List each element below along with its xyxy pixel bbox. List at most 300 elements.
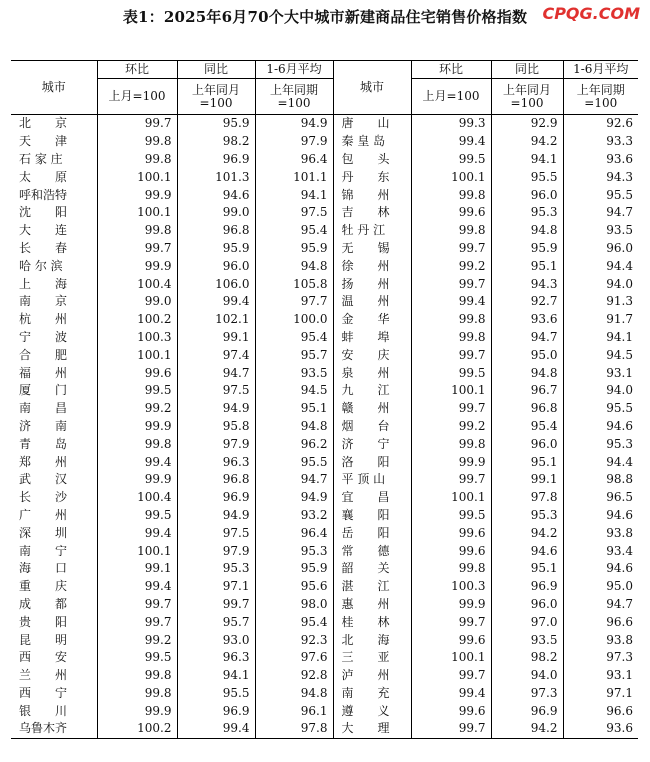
- left-avg-cell: 92.8: [255, 667, 333, 685]
- table-row: [11, 222, 638, 240]
- left-city-cell: 郑 州: [19, 454, 68, 469]
- table-row: [11, 115, 638, 133]
- left-hb-cell: 99.8: [97, 133, 177, 151]
- right-hb-cell: 99.7: [411, 720, 491, 738]
- right-avg-cell: 96.6: [563, 613, 638, 631]
- right-city-cell: 唐 山: [333, 115, 411, 133]
- left-avg-cell: 95.9: [255, 240, 333, 258]
- right-tb-cell: 92.7: [491, 293, 563, 311]
- right-avg-cell: 93.6: [563, 151, 638, 169]
- right-city-cell: 泉 州: [333, 364, 411, 382]
- right-hb-cell: 99.7: [411, 613, 491, 631]
- left-hb-cell: 99.4: [97, 578, 177, 596]
- left-hb-cell: 99.5: [97, 649, 177, 667]
- left-hb-cell: 99.5: [97, 507, 177, 525]
- left-city-cell: 乌鲁木齐: [11, 720, 97, 738]
- left-hb-cell: 99.6: [97, 364, 177, 382]
- right-tb-cell: 95.1: [491, 257, 563, 275]
- right-avg-cell: 95.5: [563, 400, 638, 418]
- header-hb-base-right: 上月=100: [411, 79, 491, 115]
- left-avg-cell: 92.3: [255, 631, 333, 649]
- right-hb-cell: 99.2: [411, 257, 491, 275]
- right-city-cell: 大 理: [333, 720, 411, 738]
- right-city-cell: 三 亚: [333, 649, 411, 667]
- right-avg-cell: 96.6: [563, 702, 638, 720]
- table-row: [11, 418, 638, 436]
- right-avg-cell: 94.6: [563, 560, 638, 578]
- right-hb-cell: 100.3: [411, 578, 491, 596]
- right-hb-cell: 99.9: [411, 453, 491, 471]
- right-tb-cell: 97.3: [491, 685, 563, 703]
- header-tb-base-left: 上年同月 =100: [177, 79, 255, 115]
- right-tb-cell: 94.7: [491, 329, 563, 347]
- header-hb-left: 环比: [97, 61, 177, 79]
- left-tb-cell: 96.9: [177, 702, 255, 720]
- left-tb-cell: 97.5: [177, 524, 255, 542]
- left-avg-cell: 94.9: [255, 489, 333, 507]
- table-row: [11, 400, 638, 418]
- left-hb-cell: 100.1: [97, 168, 177, 186]
- right-tb-cell: 94.0: [491, 667, 563, 685]
- right-avg-cell: 91.7: [563, 311, 638, 329]
- right-avg-cell: 95.5: [563, 186, 638, 204]
- right-tb-cell: 97.0: [491, 613, 563, 631]
- table-row: [11, 542, 638, 560]
- right-tb-cell: 94.8: [491, 364, 563, 382]
- right-tb-cell: 93.5: [491, 631, 563, 649]
- left-tb-cell: 98.2: [177, 133, 255, 151]
- left-hb-cell: 99.2: [97, 631, 177, 649]
- left-hb-cell: 99.4: [97, 524, 177, 542]
- left-city-cell: 西 安: [19, 650, 68, 665]
- table-row: [11, 257, 638, 275]
- right-tb-cell: 96.0: [491, 435, 563, 453]
- table-row: [11, 596, 638, 614]
- left-tb-cell: 96.3: [177, 453, 255, 471]
- right-tb-cell: 96.9: [491, 578, 563, 596]
- right-hb-cell: 99.8: [411, 435, 491, 453]
- left-hb-cell: 100.3: [97, 329, 177, 347]
- left-avg-cell: 95.7: [255, 346, 333, 364]
- left-hb-cell: 99.8: [97, 151, 177, 169]
- header-avg-left: 1-6月平均: [255, 61, 333, 79]
- table-row: [11, 507, 638, 525]
- left-city-cell: 大 连: [19, 223, 68, 238]
- left-avg-cell: 95.4: [255, 329, 333, 347]
- right-avg-cell: 94.3: [563, 168, 638, 186]
- table-row: [11, 435, 638, 453]
- right-hb-cell: 99.5: [411, 507, 491, 525]
- left-hb-cell: 99.7: [97, 596, 177, 614]
- left-avg-cell: 94.1: [255, 186, 333, 204]
- right-hb-cell: 100.1: [411, 168, 491, 186]
- right-hb-cell: 99.8: [411, 329, 491, 347]
- right-tb-cell: 94.3: [491, 275, 563, 293]
- left-city-cell: 天 津: [19, 134, 68, 149]
- right-hb-cell: 99.8: [411, 186, 491, 204]
- header-hb-right: 环比: [411, 61, 491, 79]
- right-tb-cell: 97.8: [491, 489, 563, 507]
- right-avg-cell: 94.6: [563, 507, 638, 525]
- right-hb-cell: 99.7: [411, 400, 491, 418]
- right-city-cell: 安 庆: [333, 346, 411, 364]
- left-hb-cell: 99.8: [97, 435, 177, 453]
- left-hb-cell: 99.7: [97, 240, 177, 258]
- table-row: [11, 667, 638, 685]
- right-avg-cell: 93.6: [563, 720, 638, 738]
- right-city-cell: 南 充: [333, 685, 411, 703]
- left-avg-cell: 97.9: [255, 133, 333, 151]
- left-tb-cell: 97.5: [177, 382, 255, 400]
- right-avg-cell: 94.7: [563, 596, 638, 614]
- right-city-cell: 遵 义: [333, 702, 411, 720]
- left-hb-cell: 99.7: [97, 613, 177, 631]
- table-row: [11, 685, 638, 703]
- header-tb-left: 同比: [177, 61, 255, 79]
- left-city-cell: 上 海: [19, 276, 68, 291]
- table-row: [11, 471, 638, 489]
- left-city-cell: 宁 波: [19, 329, 68, 344]
- right-avg-cell: 95.0: [563, 578, 638, 596]
- right-city-cell: 韶 关: [333, 560, 411, 578]
- table-row: [11, 133, 638, 151]
- right-tb-cell: 95.1: [491, 453, 563, 471]
- table-body: [11, 115, 638, 739]
- left-tb-cell: 99.1: [177, 329, 255, 347]
- left-city-cell: 昆 明: [19, 632, 68, 647]
- right-city-cell: 丹 东: [333, 168, 411, 186]
- left-hb-cell: 99.9: [97, 418, 177, 436]
- right-city-cell: 桂 林: [333, 613, 411, 631]
- left-avg-cell: 94.8: [255, 685, 333, 703]
- right-city-cell: 包 头: [333, 151, 411, 169]
- left-hb-cell: 100.2: [97, 311, 177, 329]
- right-city-cell: 惠 州: [333, 596, 411, 614]
- left-hb-cell: 100.1: [97, 346, 177, 364]
- right-tb-cell: 96.0: [491, 186, 563, 204]
- left-avg-cell: 96.1: [255, 702, 333, 720]
- left-city-cell: 西 宁: [19, 685, 68, 700]
- right-avg-cell: 93.5: [563, 222, 638, 240]
- table-row: [11, 275, 638, 293]
- left-tb-cell: 94.9: [177, 400, 255, 418]
- header-city-left: 城市: [11, 61, 97, 115]
- left-hb-cell: 100.1: [97, 204, 177, 222]
- left-hb-cell: 99.9: [97, 186, 177, 204]
- left-avg-cell: 96.4: [255, 524, 333, 542]
- left-avg-cell: 96.2: [255, 435, 333, 453]
- right-city-cell: 牡 丹 江: [333, 222, 411, 240]
- right-tb-cell: 95.3: [491, 204, 563, 222]
- left-avg-cell: 97.7: [255, 293, 333, 311]
- right-tb-cell: 95.4: [491, 418, 563, 436]
- left-tb-cell: 97.9: [177, 542, 255, 560]
- right-city-cell: 洛 阳: [333, 453, 411, 471]
- left-city-cell: 沈 阳: [19, 205, 68, 220]
- table-row: [11, 560, 638, 578]
- header-tb-base-right: 上年同月 =100: [491, 79, 563, 115]
- left-avg-cell: 97.8: [255, 720, 333, 738]
- left-tb-cell: 96.3: [177, 649, 255, 667]
- left-avg-cell: 94.9: [255, 115, 333, 133]
- left-hb-cell: 99.4: [97, 453, 177, 471]
- right-tb-cell: 95.5: [491, 168, 563, 186]
- right-avg-cell: 94.1: [563, 329, 638, 347]
- left-hb-cell: 99.7: [97, 115, 177, 133]
- left-tb-cell: 95.9: [177, 240, 255, 258]
- left-hb-cell: 99.9: [97, 471, 177, 489]
- right-city-cell: 徐 州: [333, 257, 411, 275]
- left-avg-cell: 98.0: [255, 596, 333, 614]
- left-tb-cell: 99.4: [177, 720, 255, 738]
- left-city-cell: 厦 门: [19, 383, 68, 398]
- left-city-cell: 太 原: [19, 169, 68, 184]
- left-hb-cell: 99.8: [97, 685, 177, 703]
- header-hb-base-left: 上月=100: [97, 79, 177, 115]
- left-tb-cell: 102.1: [177, 311, 255, 329]
- left-hb-cell: 99.5: [97, 382, 177, 400]
- left-city-cell: 福 州: [19, 365, 68, 380]
- right-avg-cell: 93.4: [563, 542, 638, 560]
- left-tb-cell: 95.7: [177, 613, 255, 631]
- right-avg-cell: 94.4: [563, 257, 638, 275]
- right-tb-cell: 94.2: [491, 720, 563, 738]
- left-tb-cell: 99.4: [177, 293, 255, 311]
- right-tb-cell: 95.0: [491, 346, 563, 364]
- left-tb-cell: 96.8: [177, 471, 255, 489]
- right-avg-cell: 94.4: [563, 453, 638, 471]
- right-hb-cell: 99.7: [411, 667, 491, 685]
- table-row: [11, 613, 638, 631]
- left-hb-cell: 99.9: [97, 702, 177, 720]
- right-city-cell: 宜 昌: [333, 489, 411, 507]
- right-city-cell: 无 锡: [333, 240, 411, 258]
- right-avg-cell: 95.3: [563, 435, 638, 453]
- left-city-cell: 重 庆: [19, 579, 68, 594]
- left-city-cell: 银 川: [19, 703, 68, 718]
- right-tb-cell: 96.8: [491, 400, 563, 418]
- right-hb-cell: 99.8: [411, 222, 491, 240]
- left-avg-cell: 97.6: [255, 649, 333, 667]
- table-row: [11, 168, 638, 186]
- header-avg-base-right: 上年同期 =100: [563, 79, 638, 115]
- left-tb-cell: 94.1: [177, 667, 255, 685]
- right-hb-cell: 99.8: [411, 560, 491, 578]
- right-hb-cell: 99.6: [411, 524, 491, 542]
- right-hb-cell: 99.3: [411, 115, 491, 133]
- right-tb-cell: 96.7: [491, 382, 563, 400]
- right-avg-cell: 93.8: [563, 524, 638, 542]
- left-city-cell: 武 汉: [19, 472, 68, 487]
- site-watermark: CPQG.COM: [542, 4, 640, 23]
- right-city-cell: 吉 林: [333, 204, 411, 222]
- right-avg-cell: 97.1: [563, 685, 638, 703]
- left-city-cell: 长 沙: [19, 490, 68, 505]
- right-city-cell: 北 海: [333, 631, 411, 649]
- left-hb-cell: 99.8: [97, 667, 177, 685]
- left-tb-cell: 99.7: [177, 596, 255, 614]
- left-city-cell: 石 家 庄: [19, 151, 63, 166]
- left-city-cell: 海 口: [19, 561, 68, 576]
- left-avg-cell: 93.2: [255, 507, 333, 525]
- right-city-cell: 赣 州: [333, 400, 411, 418]
- right-hb-cell: 99.4: [411, 293, 491, 311]
- right-hb-cell: 99.6: [411, 631, 491, 649]
- right-hb-cell: 99.2: [411, 418, 491, 436]
- right-city-cell: 九 江: [333, 382, 411, 400]
- left-avg-cell: 94.5: [255, 382, 333, 400]
- right-city-cell: 金 华: [333, 311, 411, 329]
- header-tb-right: 同比: [491, 61, 563, 79]
- right-tb-cell: 94.8: [491, 222, 563, 240]
- left-tb-cell: 95.3: [177, 560, 255, 578]
- right-avg-cell: 97.3: [563, 649, 638, 667]
- right-hb-cell: 99.7: [411, 240, 491, 258]
- right-city-cell: 扬 州: [333, 275, 411, 293]
- right-city-cell: 秦 皇 岛: [333, 133, 411, 151]
- right-hb-cell: 99.6: [411, 204, 491, 222]
- right-tb-cell: 94.6: [491, 542, 563, 560]
- left-tb-cell: 94.9: [177, 507, 255, 525]
- left-city-cell: 广 州: [19, 507, 68, 522]
- left-tb-cell: 106.0: [177, 275, 255, 293]
- right-hb-cell: 99.5: [411, 364, 491, 382]
- left-city-cell: 长 春: [19, 240, 68, 255]
- left-hb-cell: 100.2: [97, 720, 177, 738]
- header-city-right: 城市: [333, 61, 411, 115]
- header-avg-base-left: 上年同期 =100: [255, 79, 333, 115]
- left-city-cell: 兰 州: [19, 668, 68, 683]
- table-row: [11, 578, 638, 596]
- right-city-cell: 济 宁: [333, 435, 411, 453]
- left-tb-cell: 94.7: [177, 364, 255, 382]
- right-avg-cell: 94.0: [563, 382, 638, 400]
- left-city-cell: 南 昌: [19, 401, 68, 416]
- left-tb-cell: 96.0: [177, 257, 255, 275]
- right-city-cell: 锦 州: [333, 186, 411, 204]
- left-city-cell: 青 岛: [19, 436, 68, 451]
- table-row: [11, 489, 638, 507]
- left-tb-cell: 96.9: [177, 489, 255, 507]
- left-tb-cell: 97.4: [177, 346, 255, 364]
- left-tb-cell: 96.9: [177, 151, 255, 169]
- right-city-cell: 常 德: [333, 542, 411, 560]
- left-avg-cell: 95.4: [255, 613, 333, 631]
- right-avg-cell: 96.0: [563, 240, 638, 258]
- left-avg-cell: 105.8: [255, 275, 333, 293]
- left-hb-cell: 99.1: [97, 560, 177, 578]
- left-avg-cell: 96.4: [255, 151, 333, 169]
- right-hb-cell: 99.5: [411, 151, 491, 169]
- left-city-cell: 济 南: [19, 418, 68, 433]
- left-avg-cell: 94.8: [255, 257, 333, 275]
- left-tb-cell: 97.1: [177, 578, 255, 596]
- right-city-cell: 温 州: [333, 293, 411, 311]
- left-city-cell: 哈 尔 滨: [19, 258, 63, 273]
- left-city-cell: 南 京: [19, 294, 68, 309]
- left-hb-cell: 99.0: [97, 293, 177, 311]
- left-city-cell: 成 都: [19, 596, 68, 611]
- table-row: [11, 186, 638, 204]
- right-avg-cell: 92.6: [563, 115, 638, 133]
- table-row: [11, 293, 638, 311]
- left-avg-cell: 93.5: [255, 364, 333, 382]
- right-hb-cell: 100.1: [411, 382, 491, 400]
- right-tb-cell: 99.1: [491, 471, 563, 489]
- left-avg-cell: 95.5: [255, 453, 333, 471]
- right-avg-cell: 94.5: [563, 346, 638, 364]
- right-city-cell: 岳 阳: [333, 524, 411, 542]
- right-avg-cell: 94.0: [563, 275, 638, 293]
- right-avg-cell: 94.6: [563, 418, 638, 436]
- right-avg-cell: 93.1: [563, 364, 638, 382]
- left-tb-cell: 97.9: [177, 435, 255, 453]
- right-hb-cell: 99.6: [411, 542, 491, 560]
- left-avg-cell: 95.6: [255, 578, 333, 596]
- right-city-cell: 襄 阳: [333, 507, 411, 525]
- left-avg-cell: 94.8: [255, 418, 333, 436]
- right-avg-cell: 98.8: [563, 471, 638, 489]
- right-hb-cell: 100.1: [411, 649, 491, 667]
- table-row: [11, 524, 638, 542]
- right-city-cell: 泸 州: [333, 667, 411, 685]
- left-avg-cell: 95.4: [255, 222, 333, 240]
- left-tb-cell: 95.8: [177, 418, 255, 436]
- left-hb-cell: 99.8: [97, 222, 177, 240]
- left-avg-cell: 95.3: [255, 542, 333, 560]
- left-avg-cell: 100.0: [255, 311, 333, 329]
- right-avg-cell: 91.3: [563, 293, 638, 311]
- right-tb-cell: 94.2: [491, 133, 563, 151]
- right-hb-cell: 99.8: [411, 311, 491, 329]
- table-row: [11, 364, 638, 382]
- right-hb-cell: 99.6: [411, 702, 491, 720]
- table-row: [11, 720, 638, 738]
- table-row: [11, 346, 638, 364]
- table-row: [11, 649, 638, 667]
- left-city-cell: 南 宁: [19, 543, 68, 558]
- right-hb-cell: 99.4: [411, 685, 491, 703]
- table-row: [11, 151, 638, 169]
- right-hb-cell: 100.1: [411, 489, 491, 507]
- right-tb-cell: 94.2: [491, 524, 563, 542]
- left-hb-cell: 99.2: [97, 400, 177, 418]
- left-city-cell: 杭 州: [19, 312, 68, 327]
- table-row: [11, 453, 638, 471]
- left-tb-cell: 95.5: [177, 685, 255, 703]
- left-tb-cell: 93.0: [177, 631, 255, 649]
- price-index-table: [11, 60, 638, 739]
- right-avg-cell: 93.8: [563, 631, 638, 649]
- right-tb-cell: 98.2: [491, 649, 563, 667]
- table-row: [11, 382, 638, 400]
- table-row: [11, 329, 638, 347]
- right-tb-cell: 96.0: [491, 596, 563, 614]
- left-city-cell: 贵 阳: [19, 614, 68, 629]
- right-tb-cell: 95.1: [491, 560, 563, 578]
- left-hb-cell: 100.1: [97, 542, 177, 560]
- right-city-cell: 烟 台: [333, 418, 411, 436]
- page-title: 表1：2025年6月70个大中城市新建商品住宅销售价格指数: [122, 8, 528, 26]
- right-tb-cell: 94.1: [491, 151, 563, 169]
- right-avg-cell: 93.3: [563, 133, 638, 151]
- right-city-cell: 平 顶 山: [333, 471, 411, 489]
- left-tb-cell: 101.3: [177, 168, 255, 186]
- left-avg-cell: 95.9: [255, 560, 333, 578]
- left-tb-cell: 99.0: [177, 204, 255, 222]
- right-hb-cell: 99.7: [411, 471, 491, 489]
- left-city-cell: 北 京: [19, 116, 68, 131]
